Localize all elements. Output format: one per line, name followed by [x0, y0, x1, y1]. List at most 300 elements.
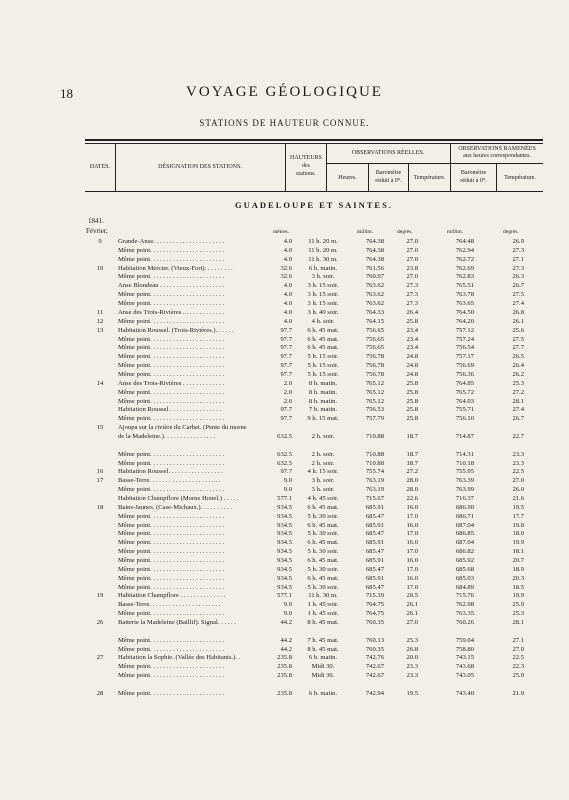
cell-temp2: 27.7	[512, 344, 524, 352]
unit-alt: mètres.	[273, 229, 290, 235]
cell-alt: 632.5	[277, 450, 292, 458]
cell-heure: 3 h. 15 soir.	[307, 282, 339, 290]
cell-temp: 16.0	[406, 574, 418, 582]
table-row	[0, 318, 569, 326]
cell-baro2: 686.71	[455, 512, 474, 520]
table-row	[0, 460, 569, 468]
unit-baro: millim.	[357, 229, 374, 235]
cell-alt: 632.5	[277, 432, 292, 440]
cell-alt: 97.7	[280, 362, 292, 369]
cell-baro2: 684.89	[455, 583, 474, 591]
cell-baro2: 756.36	[455, 370, 474, 378]
cell-baro: 685.47	[365, 548, 384, 556]
table-row	[0, 415, 569, 423]
cell-temp2: 25.9	[512, 601, 524, 609]
cell-baro2: 755.95	[455, 468, 474, 476]
cell-baro2: 686.90	[455, 503, 474, 511]
table-row	[0, 690, 569, 698]
cell-alt: 4.0	[283, 282, 292, 290]
cell-baro2: 685.68	[455, 565, 474, 573]
cell-station: Même point. . . . . . . . . . . . . . . . . . . . . . .	[118, 459, 225, 467]
cell-baro2: 686.82	[455, 548, 474, 556]
cell-alt: 2.0	[283, 388, 292, 396]
cell-date: 18	[96, 503, 104, 511]
cell-heure: 4 h. 15 soir.	[307, 468, 339, 476]
header-barometre-ramene: Baromètre réduit à 0°.	[460, 170, 487, 184]
cell-alt: 632.5	[277, 459, 292, 467]
cell-heure: 4 h. 45 soir.	[307, 494, 339, 502]
cell-baro2: 686.85	[455, 530, 474, 538]
cell-alt: 235.8	[277, 672, 292, 680]
cell-baro: 756.78	[365, 370, 384, 378]
cell-temp: 17.0	[406, 548, 418, 556]
cell-heure: 11 h. 20 m.	[308, 238, 338, 245]
cell-temp: 23.4	[406, 326, 418, 334]
cell-alt: 934.5	[277, 512, 292, 520]
cell-station: Basse-Terre. . . . . . . . . . . . . . . . . . . . . .	[118, 601, 221, 609]
cell-station: Même point. . . . . . . . . . . . . . . . . . . . . . .	[118, 273, 225, 281]
table-row	[0, 530, 569, 538]
table-row	[0, 539, 569, 547]
table-row	[0, 344, 569, 352]
cell-alt: 2.0	[283, 397, 292, 405]
header-temperature-ramenee: Température.	[504, 175, 536, 181]
cell-heure: 2 h. soir.	[311, 450, 335, 458]
cell-baro: 756.53	[365, 406, 384, 414]
cell-baro2: 716.37	[455, 494, 474, 502]
cell-heure: 5 h. 15 soir.	[307, 353, 339, 361]
table-row	[0, 663, 569, 671]
table-row	[0, 389, 569, 397]
cell-temp: 25.8	[406, 388, 418, 396]
cell-heure: 5 h. 15 soir.	[307, 362, 339, 369]
cell-temp2: 28.1	[512, 619, 524, 626]
cell-baro2: 764.85	[455, 379, 474, 387]
cell-heure: 7 h. 45 mat.	[307, 636, 339, 644]
cell-baro: 765.12	[365, 397, 384, 405]
cell-heure: 6 h. 45 mat.	[307, 539, 339, 547]
cell-baro2: 743.15	[455, 654, 474, 662]
cell-alt: 2.0	[283, 379, 292, 387]
cell-baro2: 763.78	[455, 291, 474, 299]
cell-temp: 25.8	[406, 397, 418, 405]
cell-temp: 27.0	[406, 238, 418, 245]
cell-heure: 1 h. 45 soir.	[307, 601, 339, 609]
cell-baro: 756.65	[365, 344, 384, 352]
cell-baro2: 685.92	[455, 557, 474, 564]
cell-temp2: 21.6	[512, 494, 524, 502]
cell-baro: 756.78	[365, 353, 384, 361]
cell-baro2: 757.17	[455, 353, 474, 361]
cell-date: 10	[96, 264, 104, 272]
cell-temp: 23.4	[406, 344, 418, 352]
table-row	[0, 282, 569, 290]
cell-temp2: 19.8	[512, 521, 524, 529]
cell-alt: 934.5	[277, 565, 292, 573]
cell-heure: 5 h. 30 soir.	[307, 565, 339, 573]
header-barometre: Baromètre réduit à 0°.	[375, 170, 402, 184]
cell-heure: 5 h. 15 soir.	[307, 370, 339, 378]
cell-baro: 685.91	[365, 557, 384, 564]
cell-date: 9	[98, 238, 102, 245]
cell-heure: 8 h. matin.	[308, 397, 338, 405]
cell-station: Même point. . . . . . . . . . . . . . . . . . . . . . .	[118, 583, 225, 591]
cell-heure: 6 h. 45 mat.	[307, 521, 339, 529]
table-row	[0, 637, 569, 645]
cell-temp2: 25.3	[512, 610, 524, 618]
cell-temp2: 23.3	[512, 450, 524, 458]
table-row	[0, 548, 569, 556]
cell-heure: 6 h. matin.	[308, 264, 338, 272]
cell-baro: 764.33	[365, 308, 384, 316]
cell-temp: 17.0	[406, 565, 418, 573]
cell-heure: 2 h. soir.	[311, 432, 335, 440]
cell-baro: 685.91	[365, 503, 384, 511]
table-row	[0, 486, 569, 494]
cell-station: Même point. . . . . . . . . . . . . . . . . . . . . . .	[118, 645, 225, 653]
cell-station: Même point. . . . . . . . . . . . . . . . . . . . . . .	[118, 521, 225, 529]
cell-baro2: 687.04	[455, 521, 474, 529]
cell-baro: 685.47	[365, 565, 384, 573]
cell-baro2: 685.03	[455, 574, 474, 582]
header-observations-ramenees: OBSERVATIONS RAMENÉES aux heures correspondantes.	[458, 146, 536, 159]
cell-heure: 4 h. soir.	[311, 317, 335, 325]
cell-station: Même point. . . . . . . . . . . . . . . . . . . . . . .	[118, 548, 225, 556]
cell-temp: 28.0	[406, 477, 418, 485]
cell-temp: 17.0	[406, 583, 418, 591]
cell-baro: 760.35	[365, 619, 384, 626]
cell-baro: 761.56	[365, 264, 384, 272]
cell-baro: 742.67	[365, 672, 384, 680]
cell-temp: 18.7	[406, 450, 418, 458]
cell-baro: 764.38	[365, 255, 384, 263]
cell-baro2: 762.94	[455, 246, 474, 254]
table-row	[0, 336, 569, 344]
cell-temp2: 22.5	[512, 468, 524, 476]
cell-temp: 20.5	[406, 592, 418, 600]
cell-station: Même point. . . . . . . . . . . . . . . . . . . . . . .	[118, 255, 225, 263]
cell-baro: 763.19	[365, 477, 384, 485]
cell-temp: 26.8	[406, 645, 418, 653]
table-row	[0, 495, 569, 503]
table-row	[0, 309, 569, 317]
cell-temp: 16.0	[406, 539, 418, 547]
cell-station: Habitation Champflore . . . . . . . . . . . . . .	[118, 592, 226, 600]
cell-date: 13	[96, 326, 104, 334]
cell-heure: 6 h. 45 mat.	[307, 326, 339, 334]
cell-station: Même point. . . . . . . . . . . . . . . . . . . . . . .	[118, 317, 225, 325]
cell-baro2: 756.69	[455, 362, 474, 369]
table-row	[0, 265, 569, 273]
table-row	[0, 601, 569, 609]
cell-baro2: 743.40	[455, 689, 474, 697]
table-row	[0, 654, 569, 662]
cell-baro2: 710.18	[455, 459, 474, 467]
cell-temp2: 26.5	[512, 353, 524, 361]
table-row	[0, 424, 569, 432]
cell-temp2: 27.3	[512, 264, 524, 272]
cell-heure: Midi 30.	[311, 663, 335, 671]
cell-temp: 25.8	[406, 406, 418, 414]
cell-station: Même point. . . . . . . . . . . . . . . . . . . . . . .	[118, 388, 225, 396]
table-row	[0, 380, 569, 388]
year-label: 1841.	[88, 217, 104, 225]
cell-baro2: 758.80	[455, 645, 474, 653]
cell-alt: 235.8	[277, 689, 292, 697]
cell-baro2: 763.99	[455, 486, 474, 494]
cell-heure: 3 h. soir.	[311, 477, 335, 485]
unit-temp-ramenee: degrés.	[503, 229, 519, 235]
cell-alt: 934.5	[277, 574, 292, 582]
cell-temp: 27.0	[406, 246, 418, 254]
cell-station: Habitation Roussel. (Trois-Rivières.). . . . . .	[118, 326, 234, 334]
header-hauteurs: HAUTEURS des stations.	[289, 155, 322, 177]
cell-heure: 5 h. 30 soir.	[307, 548, 339, 556]
cell-station: Bains-Jaunes. (Case-Michaux.). . . . . . . . . .	[118, 503, 232, 511]
cell-baro2: 687.04	[455, 539, 474, 547]
cell-baro2: 763.35	[455, 610, 474, 618]
cell-alt: 44.2	[280, 636, 292, 644]
page-number: 18	[60, 86, 73, 101]
cell-temp2: 26.7	[512, 415, 524, 423]
cell-temp: 20.0	[406, 654, 418, 662]
cell-temp2: 19.5	[512, 503, 524, 511]
cell-baro: 742.76	[365, 654, 384, 662]
cell-alt: 4.0	[283, 300, 292, 307]
table-row	[0, 468, 569, 476]
cell-station: Anse des Trois-Rivières . . . . . . . . . . . . .	[118, 308, 225, 316]
cell-alt: 97.7	[280, 370, 292, 378]
cell-baro: 756.78	[365, 362, 384, 369]
table-row	[0, 646, 569, 654]
cell-temp2: 20.3	[512, 574, 524, 582]
cell-temp2: 21.9	[512, 689, 524, 697]
cell-baro: 742.67	[365, 663, 384, 671]
cell-temp: 24.8	[406, 353, 418, 361]
cell-temp2: 27.1	[512, 255, 524, 263]
cell-temp: 27.0	[406, 255, 418, 263]
table-row	[0, 628, 569, 636]
cell-baro: 685.47	[365, 583, 384, 591]
cell-temp2: 28.1	[512, 397, 524, 405]
cell-alt: 97.7	[280, 335, 292, 343]
cell-alt: 934.5	[277, 530, 292, 538]
cell-station: Même point. . . . . . . . . . . . . . . . . . . . . . .	[118, 370, 225, 378]
cell-station: Même point. . . . . . . . . . . . . . . . . . . . . . .	[118, 397, 225, 405]
cell-heure: Midi 30.	[311, 672, 335, 680]
cell-baro2: 762.98	[455, 601, 474, 609]
cell-alt: 97.7	[280, 406, 292, 414]
cell-alt: 934.5	[277, 503, 292, 511]
cell-alt: 577.1	[277, 592, 292, 600]
cell-heure: 5 h. 30 soir.	[307, 512, 339, 520]
cell-station: Même point. . . . . . . . . . . . . . . . . . . . . . .	[118, 291, 225, 299]
cell-station: Ajoupa sur la rivière du Carbet. (Pente du morne	[118, 424, 247, 432]
cell-baro: 763.62	[365, 291, 384, 299]
cell-temp2: 20.7	[512, 557, 524, 564]
cell-heure: 11 h. 30 m.	[308, 255, 338, 263]
cell-temp2: 18.5	[512, 583, 524, 591]
cell-station: Batterie la Madeleine (Baillif). Signal. . . . . .	[118, 619, 236, 626]
cell-heure: 5 h. 30 soir.	[307, 583, 339, 591]
cell-temp: 25.8	[406, 415, 418, 423]
table-row	[0, 584, 569, 592]
section-title: GUADELOUPE ET SAINTES.	[235, 200, 393, 210]
cell-temp: 25.3	[406, 636, 418, 644]
cell-temp2: 22.7	[512, 432, 524, 440]
cell-temp2: 22.3	[512, 663, 524, 671]
cell-date: 19	[96, 592, 104, 600]
cell-temp: 27.3	[406, 291, 418, 299]
cell-baro: 710.88	[365, 432, 384, 440]
cell-alt: 4.0	[283, 291, 292, 299]
cell-temp2: 18.0	[512, 530, 524, 538]
cell-temp: 17.0	[406, 512, 418, 520]
month-label: Février,	[86, 227, 108, 235]
cell-alt: 4.0	[283, 317, 292, 325]
header-dates: DATES.	[89, 164, 111, 170]
cell-temp: 16.0	[406, 503, 418, 511]
cell-temp2: 25.6	[512, 326, 524, 334]
cell-station: Même point. . . . . . . . . . . . . . . . . . . . . . .	[118, 557, 225, 564]
cell-alt: 934.5	[277, 548, 292, 556]
table-title: STATIONS DE HAUTEUR CONNUE.	[199, 118, 370, 128]
table-row	[0, 433, 569, 441]
cell-baro: 685.91	[365, 521, 384, 529]
table-row	[0, 477, 569, 485]
table-row	[0, 451, 569, 459]
cell-station: Même point. . . . . . . . . . . . . . . . . . . . . . .	[118, 362, 225, 369]
cell-alt: 44.2	[280, 645, 292, 653]
cell-heure: 6 h. matin.	[308, 654, 338, 662]
cell-date: 28	[96, 689, 104, 697]
cell-baro2: 762.69	[455, 264, 474, 272]
cell-temp2: 19.9	[512, 539, 524, 547]
table-row	[0, 610, 569, 618]
cell-temp: 17.0	[406, 530, 418, 538]
table-row	[0, 522, 569, 530]
cell-heure: 5 h. 30 soir.	[307, 530, 339, 538]
cell-baro: 760.35	[365, 645, 384, 653]
cell-heure: 6 h. 45 mat.	[307, 344, 339, 352]
cell-temp: 23.3	[406, 672, 418, 680]
cell-baro2: 743.68	[455, 663, 474, 671]
cell-station: Même point. . . . . . . . . . . . . . . . . . . . . . .	[118, 486, 225, 494]
cell-alt: 97.7	[280, 344, 292, 352]
cell-alt: 97.7	[280, 468, 292, 476]
cell-temp2: 25.3	[512, 379, 524, 387]
cell-alt: 32.6	[280, 264, 292, 272]
cell-baro2: 764.20	[455, 317, 474, 325]
cell-heure: 3 h. soir.	[311, 486, 335, 494]
cell-baro: 742.94	[365, 689, 384, 697]
cell-baro2: 762.72	[455, 255, 474, 263]
cell-station: Même point. . . . . . . . . . . . . . . . . . . . . . .	[118, 636, 225, 644]
cell-baro: 710.88	[365, 459, 384, 467]
cell-station: Habitation la Sophie. (Vallée des Habitants.). .	[118, 654, 241, 662]
cell-baro2: 756.10	[455, 415, 474, 423]
header-temperature: Température.	[413, 175, 446, 181]
cell-heure: 6 h. 45 mat.	[307, 503, 339, 511]
table-row	[0, 327, 569, 335]
cell-temp2: 27.0	[512, 645, 524, 653]
cell-station: Basse-Terre. . . . . . . . . . . . . . . . . . . . . .	[118, 477, 221, 485]
cell-temp: 27.2	[406, 468, 418, 476]
cell-temp2: 18.1	[512, 548, 524, 556]
cell-heure: 3 h. soir.	[311, 273, 335, 281]
cell-baro2: 762.83	[455, 273, 474, 281]
cell-heure: 9 h. 15 mat.	[307, 415, 339, 423]
table-row	[0, 504, 569, 512]
table-row	[0, 592, 569, 600]
cell-baro: 765.12	[365, 379, 384, 387]
cell-heure: 8 h. matin.	[308, 379, 338, 387]
cell-temp2: 26.1	[512, 317, 524, 325]
cell-temp2: 26.2	[512, 370, 524, 378]
cell-alt: 4.0	[283, 246, 292, 254]
cell-station: Même point. . . . . . . . . . . . . . . . . . . . . . .	[118, 415, 225, 423]
cell-temp: 18.7	[406, 459, 418, 467]
cell-temp2: 26.4	[512, 362, 524, 369]
cell-alt: 934.5	[277, 557, 292, 564]
table-row	[0, 291, 569, 299]
cell-temp2: 26.9	[512, 238, 524, 245]
unit-temp: degrés.	[397, 229, 413, 235]
cell-baro2: 714.87	[455, 432, 474, 440]
cell-station: Anse Blondeau . . . . . . . . . . . . . . . . . . . .	[118, 282, 225, 290]
cell-temp: 26.1	[406, 610, 418, 618]
unit-baro-ramene: millim.	[447, 229, 464, 235]
cell-alt: 9.0	[283, 477, 292, 485]
header-observations-reelles: OBSERVATIONS RÉELLES.	[351, 150, 425, 156]
table-row	[0, 256, 569, 264]
cell-baro2: 764.50	[455, 308, 474, 316]
cell-temp2: 26.7	[512, 282, 524, 290]
cell-temp: 22.6	[406, 494, 418, 502]
cell-heure: 3 h. 15 soir.	[307, 291, 339, 299]
cell-baro: 685.91	[365, 574, 384, 582]
cell-temp2: 26.3	[512, 273, 524, 281]
cell-alt: 97.7	[280, 415, 292, 423]
cell-alt: 934.5	[277, 521, 292, 529]
cell-date: 27	[96, 654, 104, 662]
cell-temp2: 23.3	[512, 459, 524, 467]
cell-baro2: 763.39	[455, 477, 474, 485]
cell-baro2: 743.05	[455, 672, 474, 680]
cell-temp2: 19.9	[512, 592, 524, 600]
table-row	[0, 681, 569, 689]
table-row	[0, 575, 569, 583]
cell-baro: 763.62	[365, 300, 384, 307]
cell-station: Même point. . . . . . . . . . . . . . . . . . . . . . .	[118, 344, 225, 352]
cell-date: 15	[96, 424, 104, 432]
cell-station: de la Madeleine.). . . . . . . . . . . . . . . .	[118, 432, 216, 440]
cell-temp: 23.8	[406, 264, 418, 272]
cell-baro: 764.15	[365, 317, 384, 325]
cell-heure: 3 h. 15 soir.	[307, 300, 339, 307]
cell-baro: 764.38	[365, 238, 384, 245]
cell-heure: 6 h. 45 mat.	[307, 574, 339, 582]
cell-temp2: 27.5	[512, 291, 524, 299]
cell-baro2: 755.71	[455, 406, 474, 414]
cell-station: Habitation Roussel. . . . . . . . . . . . . . . . .	[118, 468, 223, 476]
cell-temp: 26.1	[406, 601, 418, 609]
cell-baro: 757.79	[365, 415, 384, 423]
cell-station: Même point. . . . . . . . . . . . . . . . . . . . . . .	[118, 353, 225, 361]
cell-baro2: 715.76	[455, 592, 474, 600]
cell-alt: 97.7	[280, 353, 292, 361]
running-title: VOYAGE GÉOLOGIQUE	[186, 84, 383, 100]
